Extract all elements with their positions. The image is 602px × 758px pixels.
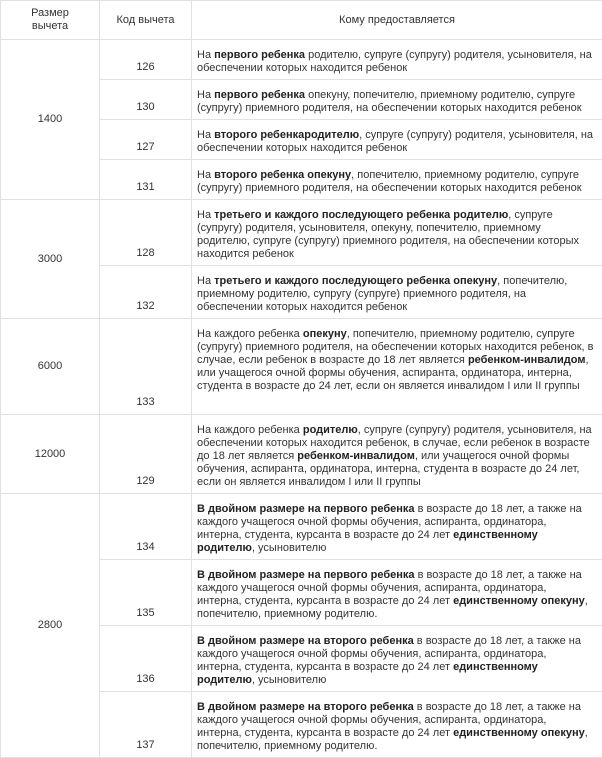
description-text: , попечителю, приемному родителю, супруге (супругу) приемного родителя, на обеспечении которых находится ребенок	[197, 169, 582, 194]
recipient-description	[192, 415, 602, 494]
deduction-code: 135	[100, 560, 192, 626]
description-bold-text: первого ребенка	[214, 49, 305, 61]
description-bold-text: В двойном размере на первого ребенка	[197, 503, 415, 515]
recipient-description	[192, 160, 602, 200]
deduction-code: 133	[100, 319, 192, 415]
recipient-description	[192, 200, 602, 266]
recipient-description	[192, 560, 602, 626]
deduction-code: 128	[100, 200, 192, 266]
description-bold-text: третьего и каждого последующего ребенка родителю	[214, 209, 508, 221]
deduction-code: 130	[100, 80, 192, 120]
description-text: в возрасте до 18 лет, а также на каждого учащегося очной формы обучения, аспиранта, ординатора, интерна, студента, курсанта в возрасте до 24 лет	[197, 635, 581, 673]
description-bold-text: третьего и каждого последующего ребенка опекуну	[214, 275, 497, 287]
deduction-code: 132	[100, 266, 192, 319]
description-text: опекуну, попечителю, приемному родителю, супруге (супругу) приемного родителя, на обеспечении которых находится ребенок	[197, 89, 582, 114]
description-bold-text: единственному родителю	[197, 661, 538, 686]
recipient-description	[192, 266, 602, 319]
description-text: родителю, супруге (супругу) родителя, усыновителя, на обеспечении которых находится ребенок	[197, 49, 592, 74]
header-row	[1, 1, 602, 40]
table-row	[1, 415, 602, 494]
deduction-size: 12000	[1, 415, 100, 494]
header-who: Кому предоставляется	[192, 1, 602, 40]
deduction-code: 137	[100, 692, 192, 758]
description-text: , супруге (супругу) родителя, усыновителя, на обеспечении которых находится ребенок	[197, 129, 593, 154]
description-bold-text: В двойном размере на первого ребенка	[197, 569, 415, 581]
table-row	[1, 40, 602, 80]
description-bold-text: В двойном размере на второго ребенка	[197, 635, 414, 647]
description-text: в возрасте до 18 лет, а также на каждого учащегося очной формы обучения, аспиранта, ординатора, интерна, студента, курсанта в возрасте до 24 лет	[197, 503, 582, 541]
description-text: На каждого ребенка	[197, 328, 303, 340]
table-row	[1, 319, 602, 415]
recipient-description	[192, 80, 602, 120]
recipient-description	[192, 319, 602, 415]
table-row	[1, 494, 602, 560]
header-size: Размер вычета	[1, 1, 100, 40]
deduction-code: 134	[100, 494, 192, 560]
deduction-code: 127	[100, 120, 192, 160]
description-text: На	[197, 49, 214, 61]
description-text: , усыновителю	[252, 674, 326, 686]
deduction-size: 2800	[1, 494, 100, 758]
description-text: в возрасте до 18 лет, а также на каждого учащегося очной формы обучения, аспиранта, ординатора, интерна, студента, курсанта в возрасте до 24 лет	[197, 701, 581, 739]
description-bold-text: ребенком-инвалидом	[297, 450, 415, 462]
recipient-description	[192, 120, 602, 160]
deduction-size: 3000	[1, 200, 100, 319]
recipient-description	[192, 40, 602, 80]
description-text: , супруге (супругу) родителя, усыновителя, на обеспечении которых находится ребенок, в случае, если ребенок в возрасте до 18 лет является	[197, 424, 592, 462]
description-text: На	[197, 209, 214, 221]
recipient-description	[192, 626, 602, 692]
description-bold-text: второго ребенка опекуну	[214, 169, 351, 181]
description-text: На	[197, 129, 214, 141]
description-text: , усыновителю	[252, 542, 326, 554]
description-text: На	[197, 169, 214, 181]
table-row	[1, 200, 602, 266]
description-text: , попечителю, приемному родителю, супругу (супруге) приемного родителя, на обеспечении которых находится ребенок	[197, 275, 567, 313]
description-text: На каждого ребенка	[197, 424, 303, 436]
description-text: , попечителю, приемному родителю.	[197, 595, 588, 620]
header-code: Код вычета	[100, 1, 192, 40]
description-bold-text: единственному родителю	[197, 529, 538, 554]
description-text: На	[197, 89, 214, 101]
deduction-size: 6000	[1, 319, 100, 415]
description-bold-text: единственному опекуну	[453, 727, 585, 739]
description-text: , попечителю, приемному родителю.	[197, 727, 588, 752]
deduction-size: 1400	[1, 40, 100, 200]
deduction-code: 136	[100, 626, 192, 692]
description-text: в возрасте до 18 лет, а также на каждого учащегося очной формы обучения, аспиранта, ординатора, интерна, студента, курсанта в возрасте до 24 лет	[197, 569, 582, 607]
description-text: , попечителю, приемному родителю, супруге (супругу) приемного родителя, на обеспечении которых находится ребенок, в случае, если ребенок в возрасте до 18 лет является	[197, 328, 593, 366]
description-text: , или учащегося очной формы обучения, аспиранта, ординатора, интерна, студента в возрасте до 24 лет, если он является инвалидом I или II группы	[197, 450, 579, 488]
deduction-code: 126	[100, 40, 192, 80]
deduction-code: 129	[100, 415, 192, 494]
description-bold-text: единственному опекуну	[453, 595, 585, 607]
description-text: , или учащегося очной формы обучения, аспиранта, ординатора, интерна, студента в возрасте до 24 лет, если он является инвалидом I или II группы	[197, 354, 589, 392]
deduction-code: 131	[100, 160, 192, 200]
description-bold-text: В двойном размере на второго ребенка	[197, 701, 414, 713]
description-bold-text: родителю	[303, 424, 358, 436]
description-bold-text: ребенком-инвалидом	[468, 354, 586, 366]
description-bold-text: первого ребенка	[214, 89, 305, 101]
recipient-description	[192, 692, 602, 758]
description-bold-text: опекуну	[303, 328, 347, 340]
recipient-description	[192, 494, 602, 560]
description-text: На	[197, 275, 214, 287]
table-body	[1, 40, 602, 758]
description-bold-text: второго ребенкародителю	[214, 129, 359, 141]
description-text: , супруге (супругу) родителя, усыновителя, опекуну, попечителю, приемному родителю, супруге (супругу) приемного родителя, на обеспечении которых находится ребенок	[197, 209, 579, 260]
